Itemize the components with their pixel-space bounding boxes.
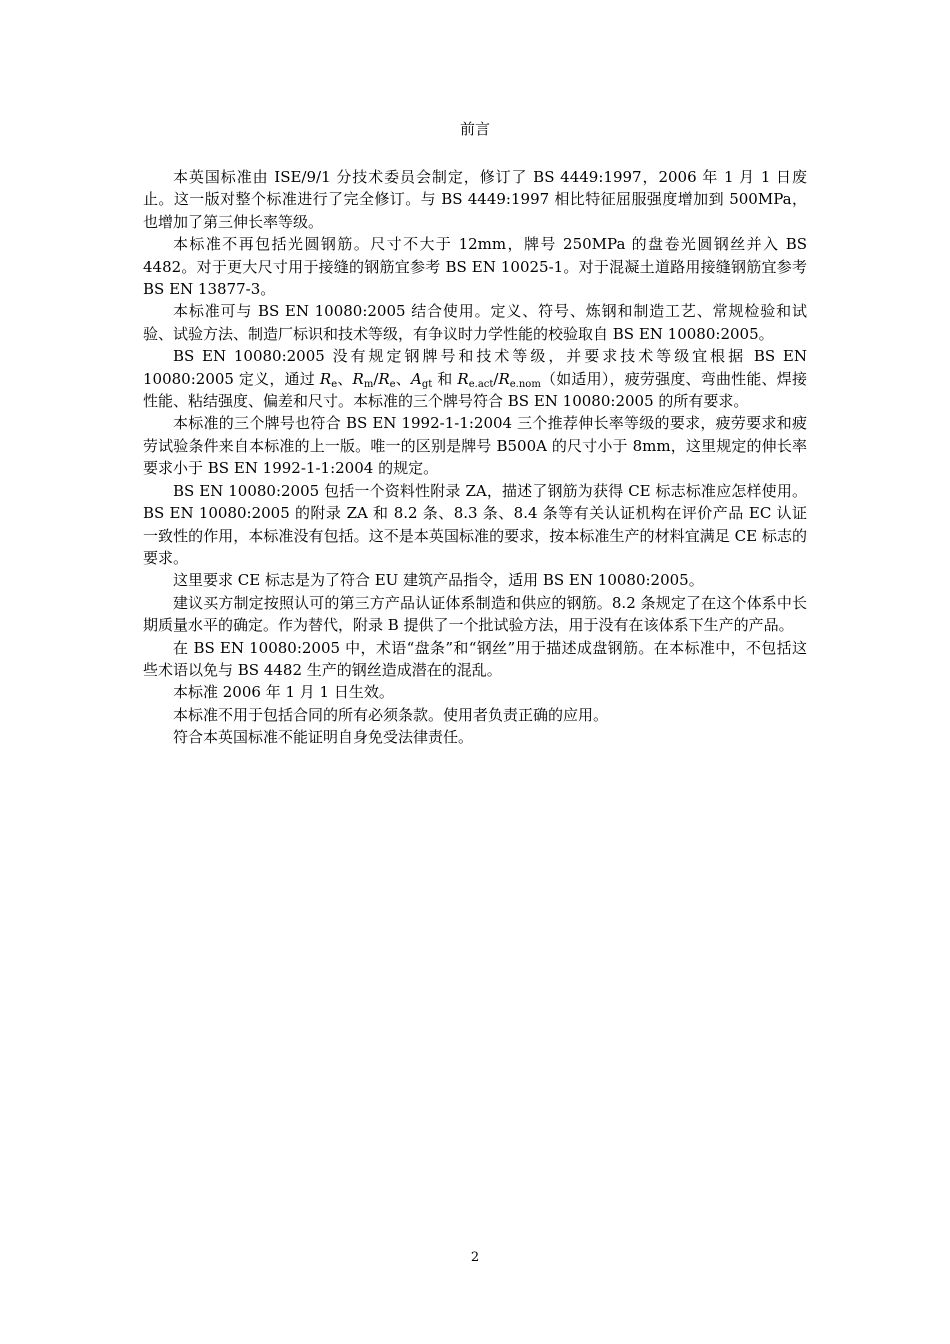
paragraph: 本标准不再包括光圆钢筋。尺寸不大于 12mm，牌号 250MPa 的盘卷光圆钢丝并入 BS 4482。对于更大尺寸用于接缝的钢筋宜参考 BS EN 10025-1。对于混凝土道路用接缝钢筋宜参考 BS EN 13877-3。: [143, 235, 807, 299]
text-run: BS EN 10080:2005 没有规定钢牌号和技术等级，并要求技术等级宜根据 BS EN 10080:2005 定义，通过: [143, 347, 807, 388]
symbol-R: R: [352, 369, 364, 388]
subscript: e: [331, 378, 338, 390]
text-run: 、: [337, 369, 353, 388]
text-run: 、: [395, 369, 411, 388]
symbol-A: A: [411, 369, 422, 388]
subscript: m: [363, 378, 374, 390]
text-run: /: [493, 369, 499, 388]
text-run: （如适用），疲劳强度、弯曲性能、焊接性能、粘结强度、偏差和尺寸。本标准的三个牌号符合 BS EN 10080:2005 的所有要求。: [143, 369, 807, 411]
page-number: 2: [470, 1250, 480, 1265]
symbol-R: R: [378, 369, 390, 388]
subscript: gt: [421, 378, 433, 390]
paragraph: 本标准可与 BS EN 10080:2005 结合使用。定义、符号、炼钢和制造工艺、常规检验和试验、试验方法、制造厂标识和技术等级，有争议时力学性能的校验取自 BS EN 10080:2005。: [143, 302, 807, 343]
paragraph: 本标准的三个牌号也符合 BS EN 1992-1-1:2004 三个推荐伸长率等级的要求，疲劳要求和疲劳试验条件来自本标准的上一版。唯一的区别是牌号 B500A 的尺寸小于 8mm，这里规定的伸长率要求小于 BS EN 1992-1-1:2004 的规定。: [143, 414, 807, 478]
paragraph: 在 BS EN 10080:2005 中，术语“盘条”和“钢丝”用于描述成盘钢筋。在本标准中，不包括这些术语以免与 BS 4482 生产的钢丝造成潜在的混乱。: [143, 638, 807, 679]
paragraph: 本标准 2006 年 1 月 1 日生效。: [173, 683, 394, 702]
symbol-R: R: [319, 369, 332, 388]
paragraph: 建议买方制定按照认可的第三方产品认证体系制造和供应的钢筋。8.2 条规定了在这个体系中长期质量水平的确定。作为替代，附录 B 提供了一个批试验方法，用于没有在该体系下生产的产品。: [143, 593, 807, 635]
symbol-R: R: [498, 369, 510, 388]
document-body: [143, 166, 807, 749]
text-run: /: [373, 369, 379, 388]
subscript: e: [389, 378, 396, 390]
text-run: 和: [432, 369, 458, 388]
symbol-R: R: [457, 369, 469, 388]
paragraph: 本英国标准由 ISE/9/1 分技术委员会制定，修订了 BS 4449:1997，2006 年 1 月 1 日废止。这一版对整个标准进行了完全修订。与 BS 4449:1997 相比特征屈服强度增加到 500MPa，也增加了第三伸长率等级。: [143, 168, 807, 231]
paragraph: 本标准不用于包括合同的所有必须条款。使用者负责正确的应用。: [173, 705, 609, 724]
paragraph: BS EN 10080:2005 包括一个资料性附录 ZA，描述了钢筋为获得 CE 标志标准应怎样使用。BS EN 10080:2005 的附录 ZA 和 8.2 条、8.3 条、8.4 条等有关认证机构在评价产品 EC 认证一致性的作用，本标准没有包括。这不是本英国标准的要求，按本标准生产的材料宜满足 CE 标志的要求。: [143, 481, 807, 567]
paragraph-symbols: [143, 345, 807, 412]
subscript: e.act: [468, 378, 494, 390]
paragraph: 符合本英国标准不能证明自身免受法律责任。: [173, 728, 474, 747]
paragraph: 这里要求 CE 标志是为了符合 EU 建筑产品指令，适用 BS EN 10080:2005。: [173, 571, 704, 590]
page-title: 前言: [459, 120, 490, 138]
subscript: e.nom: [509, 378, 541, 390]
